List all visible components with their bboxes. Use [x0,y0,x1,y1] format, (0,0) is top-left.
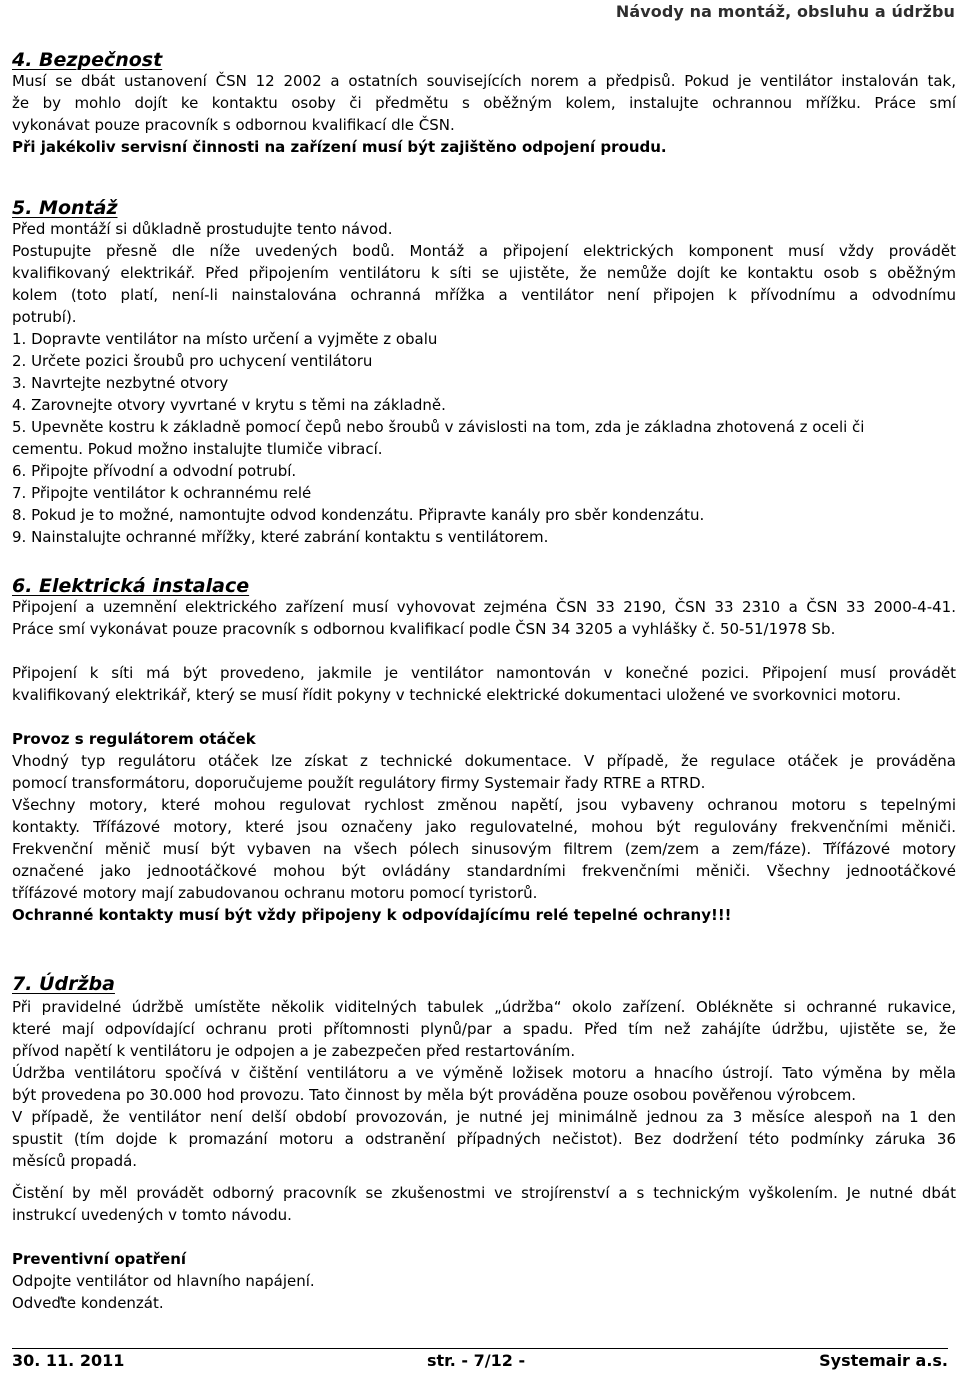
paragraph-line: označené jako jednootáčkové mohou být ovládány standardními frekvenčními měniči. Všechny jednootáčkové [12,862,956,880]
paragraph-line: Připojení k síti má být provedeno, jakmile je ventilátor namontován v konečné pozici. Připojení musí provádět [12,664,956,682]
paragraph-line: Práce smí vykonávat pouze pracovník s odbornou kvalifikací podle ČSN 34 3205 a vyhlášky č. 50-51/1978 Sb. [12,620,836,638]
paragraph-line: kolem (toto platí, není-li nainstalována ochranná mřížka a ventilátor není připojen k přívodnímu a odvodnímu [12,286,956,304]
paragraph-line: Vhodný typ regulátoru otáček lze získat z technické dokumentace. V případě, že regulace otáček je prováděna [12,752,956,770]
section-electrical [12,574,956,926]
section-heading: 7. Údržba [12,973,115,995]
paragraph-line: Čistění by měl provádět odborný pracovník se zkušenostmi ve strojírenství a s technickým vyškolením. Je nutné dbát [12,1184,956,1202]
paragraph-line: kvalifikovaný elektrikář. Před připojením ventilátoru k síti se ujistěte, že nemůže dojít ke kontaktu osob s oběžným [12,264,956,282]
paragraph-line: kontakty. Třífázové motory, které jsou označeny jako regulovatelné, mohou být regulovány frekvenčními měniči. [12,818,956,836]
list-item: 5. Upevněte kostru k základně pomocí čepů nebo šroubů v závislosti na tom, zda je základna zhotovená z oceli či [12,418,865,436]
list-item: 2. Určete pozici šroubů pro uchycení ventilátoru [12,352,373,370]
section-heading: 6. Elektrická instalace [12,575,250,597]
paragraph-line: Odveďte kondenzát. [12,1294,164,1312]
list-item: 7. Připojte ventilátor k ochrannému relé [12,484,312,502]
paragraph-line: Musí se dbát ustanovení ČSN 12 2002 a ostatních souvisejících norem a předpisů. Pokud je ventilátor instalován tak, [12,72,956,90]
list-item: 9. Nainstalujte ochranné mřížky, které zabrání kontaktu s ventilátorem. [12,528,549,546]
list-item: cementu. Pokud možno instalujte tlumiče vibrací. [12,440,383,458]
subheading: Preventivní opatření [12,1250,187,1268]
paragraph-line: instrukcí uvedených v tomto návodu. [12,1206,292,1224]
subheading: Provoz s regulátorem otáček [12,730,256,748]
paragraph-line: které mají odpovídající ochranu proti přítomnosti plynů/par a spadu. Před tím než zahájíte údržbu, ujistěte se, že [12,1020,956,1038]
footer-page-number: str. - 7/12 - [427,1351,526,1370]
section-heading: 5. Montáž [12,197,118,219]
paragraph-line: Při pravidelné údržbě umístěte několik viditelných tabulek „údržba“ okolo zařízení. Oblékněte si ochranné rukavice, [12,998,956,1016]
list-item: 4. Zarovnejte otvory vyvrtané v krytu s těmi na základně. [12,396,446,414]
paragraph-line: kvalifikovaný elektrikář, který se musí řídit pokyny v technické elektrické dokumentaci uložené ve svorkovnici motoru. [12,686,902,704]
paragraph-line: spustit (tím dojde k promazání motoru a odstranění případných nečistot). Bez dodržení této podmínky záruka 36 [12,1130,956,1148]
page-footer [12,1351,948,1373]
paragraph-line: že by mohlo dojít ke kontaktu osoby či předmětu s oběžným kolem, instalujte ochrannou mřížku. Práce smí [12,94,956,112]
paragraph-line: V případě, že ventilátor není delší období provozován, je nutné jej minimálně jednou za 3 měsíce alespoň na 1 den [12,1108,956,1126]
paragraph-line: Všechny motory, které mohou regulovat rychlost změnou napětí, jsou vybaveny ochranou motoru s tepelnými [12,796,956,814]
running-header: Návody na montáž, obsluhu a údržbu [615,2,955,21]
list-item: 6. Připojte přívodní a odvodní potrubí. [12,462,297,480]
section-heading: 4. Bezpečnost [12,49,163,71]
list-item: 8. Pokud je to možné, namontujte odvod kondenzátu. Připravte kanály pro sběr kondenzátu. [12,506,705,524]
paragraph-line: být provedena po 30.000 hod provozu. Tato činnost by měla být prováděna pouze osobou pověřenou výrobcem. [12,1086,857,1104]
paragraph-line: Údržba ventilátoru spočívá v čištění ventilátoru a ve výměně ložisek motoru a hnacího ústrojí. Tato výměna by měla [12,1064,956,1082]
paragraph-line: třífázové motory mají zabudovanou ochranu motoru pomocí tyristorů. [12,884,538,902]
paragraph-line: Připojení a uzemnění elektrického zařízení musí vyhovovat zejména ČSN 33 2190, ČSN 33 2310 a ČSN 33 2000-4-41. [12,598,956,616]
footer-rule [12,1348,948,1349]
list-item: 3. Navrtejte nezbytné otvory [12,374,229,392]
paragraph-line: přívod napětí k ventilátoru je odpojen a je zabezpečen před restartováním. [12,1042,576,1060]
warning-line: Ochranné kontakty musí být vždy připojeny k odpovídajícímu relé tepelné ochrany!!! [12,906,732,924]
list-item: 1. Dopravte ventilátor na místo určení a vyjměte z obalu [12,330,438,348]
footer-date: 30. 11. 2011 [12,1351,125,1370]
warning-line: Při jakékoliv servisní činnosti na zařízení musí být zajištěno odpojení proudu. [12,138,667,156]
footer-company: Systemair a.s. [819,1351,948,1370]
paragraph-line: potrubí). [12,308,77,326]
section-safety [12,48,956,158]
paragraph-line: pomocí transformátoru, doporučujeme použít regulátory firmy Systemair řady RTRE a RTRD. [12,774,706,792]
paragraph-line: Odpojte ventilátor od hlavního napájení. [12,1272,315,1290]
paragraph-line: Postupujte přesně dle níže uvedených bodů. Montáž a připojení elektrických komponent musí vždy provádět [12,242,956,260]
paragraph-line: Před montáží si důkladně prostudujte tento návod. [12,220,393,238]
paragraph-line: Frekvenční měnič musí být vybaven na všech pólech sinusovým filtrem (zem/zem a zem/fáze). Třífázové motory [12,840,956,858]
section-maintenance [12,972,956,1314]
paragraph-line: měsíců propadá. [12,1152,138,1170]
section-installation [12,196,956,548]
paragraph-line: vykonávat pouze pracovník s odbornou kvalifikací dle ČSN. [12,116,455,134]
